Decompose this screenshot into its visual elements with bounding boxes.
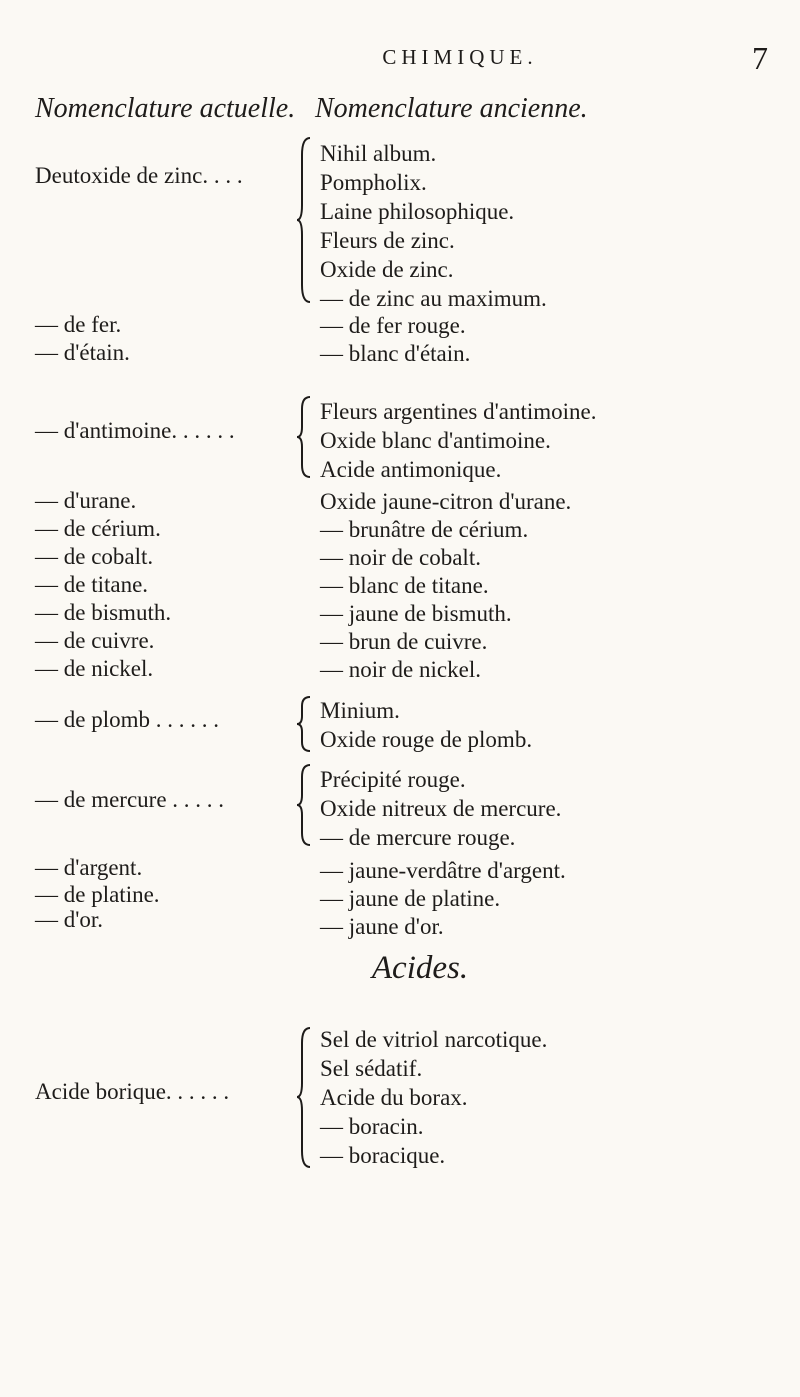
former-names-list	[320, 397, 596, 484]
running-title: CHIMIQUE.	[382, 45, 538, 69]
column-heading-current: Nomenclature actuelle.	[35, 93, 296, 124]
former-names-list	[320, 599, 512, 628]
column-heading-former: Nomenclature ancienne.	[315, 93, 588, 124]
page-number: 7	[752, 40, 768, 76]
former-name: Pompholix.	[320, 170, 427, 195]
current-term: — d'antimoine. . . . . .	[35, 418, 235, 443]
current-term: — de cuivre.	[35, 628, 155, 653]
former-names-list	[320, 139, 547, 313]
current-term: — de nickel.	[35, 656, 154, 681]
current-term: — de plomb . . . . . .	[35, 707, 219, 732]
current-term: — de mercure . . . . .	[35, 787, 225, 812]
former-name: Laine philosophique.	[320, 199, 515, 224]
former-name: — de mercure rouge.	[320, 825, 516, 850]
current-term: — de fer.	[35, 312, 122, 337]
current-term: — de cobalt.	[35, 544, 154, 569]
current-term: Deutoxide de zinc. . . .	[35, 163, 243, 188]
former-name: — de zinc au maximum.	[320, 286, 547, 311]
former-name: Acide du borax.	[320, 1085, 468, 1110]
former-name: Oxide jaune-citron d'urane.	[320, 489, 572, 514]
former-names-list	[320, 856, 566, 885]
former-name: — noir de nickel.	[320, 657, 481, 682]
former-name: — jaune de bismuth.	[320, 601, 512, 626]
former-name: Oxide blanc d'antimoine.	[320, 428, 551, 453]
brace-icon	[296, 135, 314, 305]
section-title: Acides.	[371, 950, 469, 986]
former-name: — blanc de titane.	[320, 573, 489, 598]
former-name: Précipité rouge.	[320, 767, 466, 792]
former-names-list	[320, 339, 470, 368]
former-names-list	[320, 543, 481, 572]
former-name: — brun de cuivre.	[320, 629, 488, 654]
former-names-list	[320, 655, 481, 684]
former-names-list	[320, 571, 489, 600]
former-names-list	[320, 627, 487, 656]
former-name: Fleurs argentines d'antimoine.	[320, 399, 597, 424]
current-term: — d'urane.	[35, 488, 137, 513]
current-term: — d'or.	[35, 907, 104, 932]
former-name: Oxide nitreux de mercure.	[320, 796, 562, 821]
current-term: — d'étain.	[35, 340, 130, 365]
brace-icon	[296, 1025, 314, 1170]
former-name: — jaune de platine.	[320, 886, 501, 911]
former-name: Minium.	[320, 698, 400, 723]
former-name: Fleurs de zinc.	[320, 228, 455, 253]
former-names-list	[320, 515, 528, 544]
former-name: Sel sédatif.	[320, 1056, 423, 1081]
former-name: Oxide de zinc.	[320, 257, 454, 282]
former-name: — de fer rouge.	[320, 313, 466, 338]
former-name: — boracin.	[320, 1114, 424, 1139]
current-term: Acide borique. . . . . .	[35, 1079, 230, 1104]
former-names-list	[320, 884, 500, 913]
former-name: — jaune d'or.	[320, 914, 444, 939]
page-header	[0, 0, 800, 76]
former-names-list	[320, 696, 532, 754]
current-term: — de bismuth.	[35, 600, 172, 625]
former-name: Sel de vitriol narcotique.	[320, 1027, 548, 1052]
brace-icon	[296, 762, 314, 848]
former-name: — boracique.	[320, 1143, 446, 1168]
former-names-list	[320, 487, 571, 516]
current-term: — d'argent.	[35, 855, 143, 880]
former-name: Acide antimonique.	[320, 457, 502, 482]
current-term: — de cérium.	[35, 516, 161, 541]
former-names-list	[320, 765, 561, 852]
current-term: — de platine.	[35, 882, 160, 907]
former-names-list	[320, 1025, 547, 1170]
former-name: — noir de cobalt.	[320, 545, 481, 570]
current-term: — de titane.	[35, 572, 149, 597]
former-names-list	[320, 912, 444, 941]
former-name: — blanc d'étain.	[320, 341, 471, 366]
former-name: — jaune-verdâtre d'argent.	[320, 858, 566, 883]
former-name: Nihil album.	[320, 141, 437, 166]
brace-icon	[296, 394, 314, 480]
brace-icon	[296, 694, 314, 754]
former-name: Oxide rouge de plomb.	[320, 727, 533, 752]
former-name: — brunâtre de cérium.	[320, 517, 529, 542]
former-names-list	[320, 311, 466, 340]
